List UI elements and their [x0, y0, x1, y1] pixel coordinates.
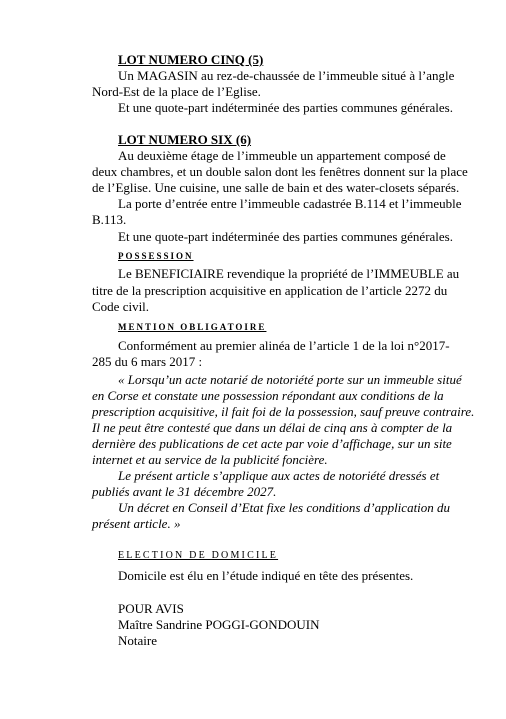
mention-q4: Il ne peut être contesté que dans un délai de cinq ans à compter de la [92, 420, 453, 435]
possession-continuation [92, 283, 484, 315]
lot6-continuation [92, 164, 484, 196]
mention-section [118, 320, 478, 334]
lot6-title: LOT NUMERO SIX (6) [118, 132, 252, 147]
mention-q2: en Corse et constate une possession répondant aux conditions de la [92, 388, 444, 403]
mention-q10: présent article. » [92, 516, 181, 531]
lot5-title: LOT NUMERO CINQ (5) [118, 52, 264, 67]
possession-section [118, 249, 478, 263]
possession-body [118, 266, 478, 282]
mention-quote-p2-cont [92, 484, 484, 500]
lot6-door1: La porte d’entrée entre l’immeuble cadastrée B.114 et l’immeuble [118, 196, 462, 211]
lot6-quote: Et une quote-part indéterminée des parties communes générales. [118, 229, 453, 244]
mention-quote-p3-cont [92, 516, 484, 532]
mention-quote-body [92, 388, 484, 468]
mention-q6: internet et au service de la publicité foncière. [92, 452, 328, 467]
mention-intro1: Conformément au premier alinéa de l’article 1 de la loi n°2017- [118, 338, 450, 353]
lot5-continuation [92, 84, 482, 100]
signature-block [118, 601, 478, 649]
lot6-line1: Au deuxième étage de l’immeuble un appartement composé de [118, 148, 446, 163]
mention-q3: prescription acquisitive, il fait foi de la possession, sauf preuve contraire. [92, 404, 475, 419]
mention-q1: « Lorsqu’un acte notarié de notoriété porte sur un immeuble situé [118, 372, 462, 387]
signature-line1: POUR AVIS [118, 601, 184, 616]
lot5-line2: Nord-Est de la place de l’Eglise. [92, 84, 261, 99]
lot6-line3: de l’Eglise. Une cuisine, une salle de bain et des water-closets séparés. [92, 180, 460, 195]
possession-title: POSSESSION [118, 251, 194, 261]
lot5-quote-block [118, 100, 478, 116]
mention-title: MENTION OBLIGATOIRE [118, 322, 267, 332]
mention-quote-start [118, 372, 478, 388]
mention-q9: Un décret en Conseil d’Etat fixe les conditions d’application du [118, 500, 451, 515]
mention-intro2: 285 du 6 mars 2017 : [92, 354, 203, 369]
lot5-section [118, 52, 478, 84]
possession-line1: Le BENEFICIAIRE revendique la propriété de l’IMMEUBLE au [118, 266, 460, 281]
lot6-section [118, 132, 478, 164]
possession-line2: titre de la prescription acquisitive en application de l’article 2272 du [92, 283, 448, 298]
election-body [118, 568, 478, 584]
mention-q7: Le présent article s’applique aux actes de notoriété dressés et [118, 468, 440, 483]
mention-q8: publiés avant le 31 décembre 2027. [92, 484, 277, 499]
election-title: ELECTION DE DOMICILE [118, 550, 279, 561]
possession-line3: Code civil. [92, 299, 150, 314]
lot5-quote: Et une quote-part indéterminée des parties communes générales. [118, 100, 453, 115]
mention-quote-p3 [118, 500, 478, 516]
lot6-door2: B.113. [92, 212, 127, 227]
mention-quote-p2 [118, 468, 478, 484]
mention-continuation [92, 354, 484, 370]
lot6-door-block [118, 196, 478, 212]
lot6-line2: deux chambres, et un double salon dont les fenêtres donnent sur la place [92, 164, 468, 179]
lot6-door-continuation [92, 212, 484, 228]
signature-line2: Maître Sandrine POGGI-GONDOUIN [118, 617, 320, 632]
election-text: Domicile est élu en l’étude indiqué en tête des présentes. [118, 568, 414, 583]
lot5-line1: Un MAGASIN au rez-de-chaussée de l’immeuble situé à l’angle [118, 68, 455, 83]
signature-line3: Notaire [118, 633, 157, 648]
mention-intro [118, 338, 478, 354]
election-section [118, 549, 478, 563]
lot6-quote-block [118, 229, 478, 245]
mention-q5: dernière des publications de cet acte par voie d’affichage, sur un site [92, 436, 452, 451]
